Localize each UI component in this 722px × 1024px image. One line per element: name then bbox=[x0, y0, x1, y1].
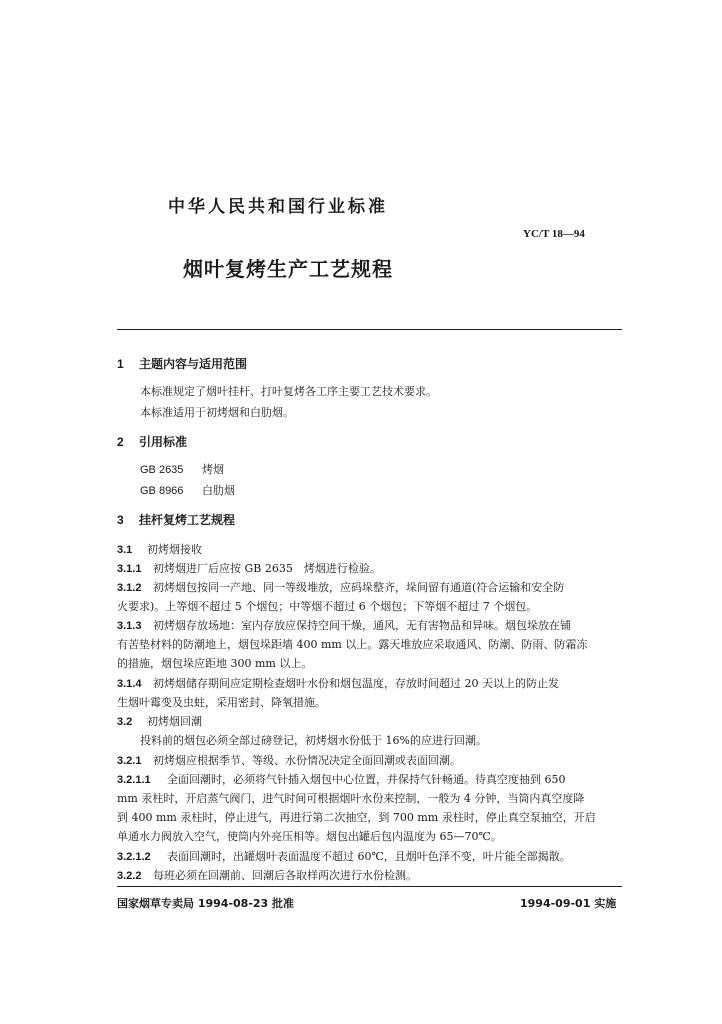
clause-3-2-1-2: 3.2.1.2 表面回潮时，出罐烟叶表面温度不超过 60℃，且烟叶色泽不变，叶片能全部揭散。 bbox=[117, 850, 571, 863]
top-divider bbox=[117, 329, 622, 330]
approval-date: 国家烟草专卖局 1994-08-23 批准 bbox=[117, 897, 295, 910]
clause-3-2-1: 3.2.1 初烤烟应根据季节、等级、水份情况决定全面回潮或表面回潮。 bbox=[117, 754, 461, 767]
clause-3-2-1-1-cont-3: 单通水力阀放入空气，使筒内外亮压相等。烟包出罐后包内温度为 65—70℃。 bbox=[117, 830, 502, 843]
clause-3-1: 3.1 初烤烟接收 bbox=[117, 543, 202, 556]
section-1-heading: 1 主题内容与适用范围 bbox=[117, 357, 248, 371]
clause-3-2-1-1: 3.2.1.1 全面回潮时，必须将气针插入烟包中心位置，并保持气针畅通。待真空度抽到 650 bbox=[117, 773, 566, 786]
clause-3-1-2: 3.1.2 初烤烟包按同一产地、同一等级堆放，应码垛整齐，垛间留有通道(符合运输和安全防 bbox=[117, 581, 565, 594]
clause-3-2-1-1-cont-1: mm 汞柱时，开启蒸气阀门，进气时间可根据烟叶水份来控制，一般为 4 分钟，当筒内真空度降 bbox=[117, 792, 585, 805]
reference-item: GB 2635 烤烟 bbox=[140, 463, 224, 476]
clause-3-1-3: 3.1.3 初烤烟存放场地：室内存放应保持空间干燥，通风，无有害物品和异味。烟包垛放在铺 bbox=[117, 619, 571, 632]
bottom-divider bbox=[117, 886, 622, 887]
clause-3-1-4: 3.1.4 初烤烟储存期间应定期检查烟叶水份和烟包温度，存放时间超过 20 天以上的防止发 bbox=[117, 677, 559, 690]
implementation-date: 1994-09-01 实施 bbox=[520, 897, 617, 910]
section-3-heading: 3 挂杆复烤工艺规程 bbox=[117, 513, 236, 527]
section-1-paragraph-1: 本标准规定了烟叶挂杆、打叶复烤各工序主要工艺技术要求。 bbox=[140, 385, 437, 398]
standard-organization: 中华人民共和国行业标准 bbox=[168, 197, 388, 217]
clause-3-1-3-cont-2: 的措施，烟包垛应距地 300 mm 以上。 bbox=[117, 657, 313, 670]
clause-3-1-2-cont: 火要求)。上等烟不超过 5 个烟包；中等烟不超过 6 个烟包；下等烟不超过 7 个烟包。 bbox=[117, 600, 538, 613]
clause-3-2: 3.2 初烤烟回潮 bbox=[117, 715, 202, 728]
standard-code: YC/T 18—94 bbox=[523, 228, 585, 240]
section-1-paragraph-2: 本标准适用于初烤烟和白肋烟。 bbox=[140, 406, 294, 419]
section-2-heading: 2 引用标准 bbox=[117, 435, 188, 449]
clause-3-1-3-cont-1: 有苦垫材料的防潮地上，烟包垛距墙 400 mm 以上。露天堆放应采取通风、防潮、防雨、防霜冻 bbox=[117, 638, 588, 651]
clause-3-1-4-cont: 生烟叶霉变及虫蛀，采用密封、降氧措施。 bbox=[117, 696, 326, 709]
clause-3-2-1-1-cont-2: 到 400 mm 汞柱时，停止进气，再进行第二次抽空，到 700 mm 汞柱时，停止真空泵抽空，开启 bbox=[117, 811, 596, 824]
clause-3-2-paragraph: 投料前的烟包必须全部过磅登记，初烤烟水份低于 16%的应进行回潮。 bbox=[140, 734, 487, 747]
reference-item: GB 8966 白肋烟 bbox=[140, 484, 235, 497]
clause-3-2-2: 3.2.2 每班必须在回潮前、回潮后各取样两次进行水份检测。 bbox=[117, 869, 417, 882]
clause-3-1-1: 3.1.1 初烤烟进厂后应按 GB 2635 烤烟进行检验。 bbox=[117, 562, 381, 575]
page-title: 烟叶复烤生产工艺规程 bbox=[183, 257, 393, 281]
